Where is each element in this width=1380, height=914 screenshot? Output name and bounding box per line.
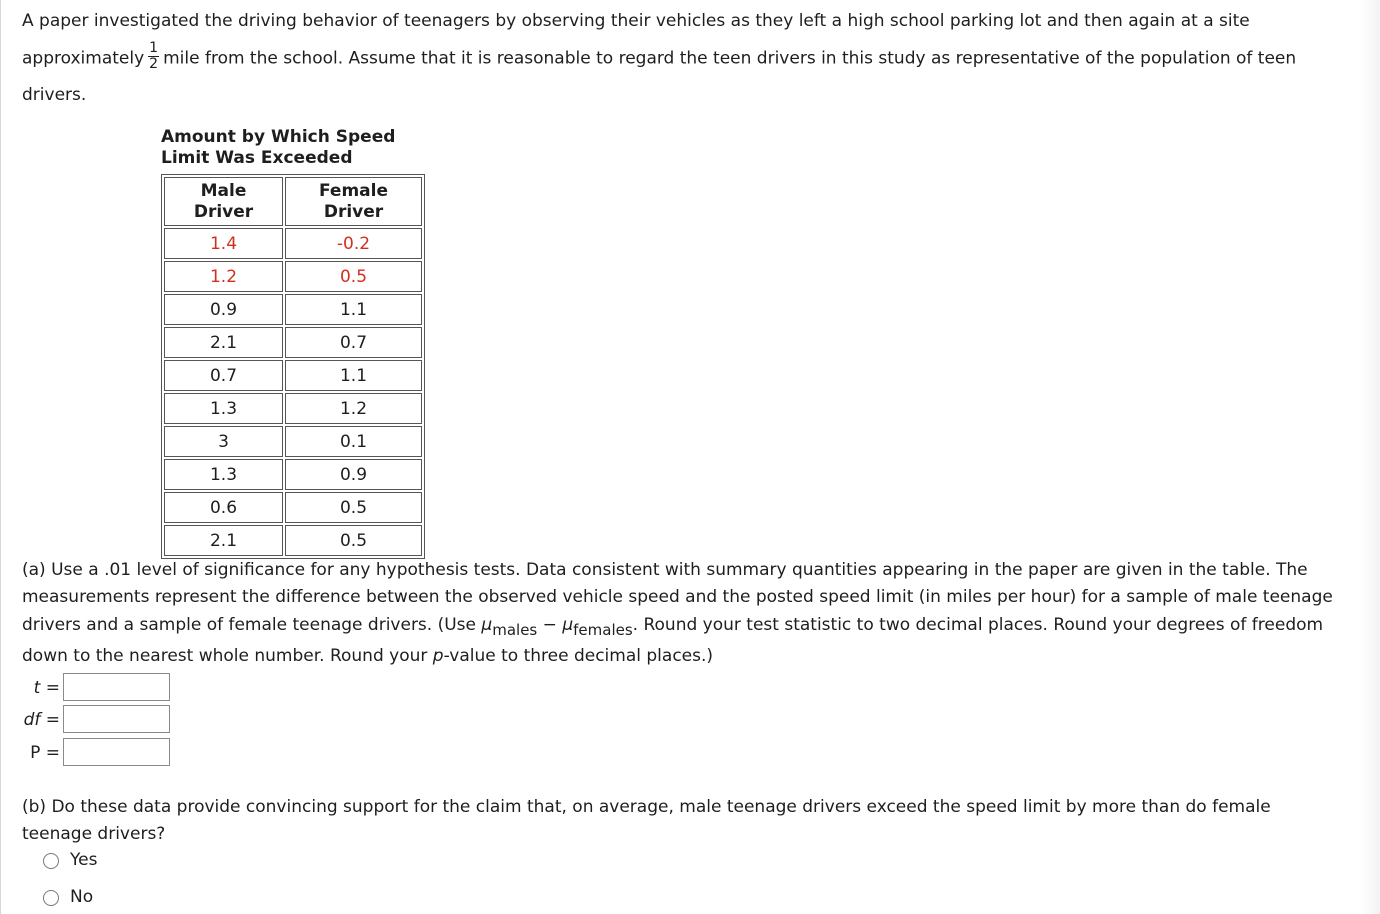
subscript-males: males	[492, 621, 538, 639]
p-label-var: P	[30, 743, 41, 763]
male-value-cell: 0.7	[164, 360, 283, 391]
female-value-cell: 1.1	[285, 294, 422, 325]
table-caption	[161, 127, 395, 169]
p-input[interactable]	[63, 738, 170, 766]
p-label	[20, 743, 60, 763]
table-row	[164, 360, 422, 391]
p-italic: p	[432, 646, 444, 666]
male-value-cell: 1.2	[164, 261, 283, 292]
intro-line-2	[22, 40, 1367, 74]
yes-label[interactable]: Yes	[70, 850, 98, 870]
table-row	[164, 228, 422, 259]
female-value-cell: 0.5	[285, 492, 422, 523]
df-input[interactable]	[63, 705, 170, 733]
part-a-line-4-prefix: down to the nearest whole number. Round your	[22, 646, 428, 666]
subscript-females: females	[573, 621, 633, 639]
part-a-line-1: (a) Use a .01 level of significance for any hypothesis tests. Data consistent with summary quantities appearing in the paper are given in the table. The	[22, 560, 1308, 580]
table-row	[164, 327, 422, 358]
part-b-line-2: teenage drivers?	[22, 824, 166, 844]
t-label-var: t	[33, 678, 41, 698]
yes-radio[interactable]	[43, 853, 59, 869]
part-a-line-3-prefix: drivers and a sample of female teenage drivers. (Use	[22, 615, 476, 635]
male-value-cell: 3	[164, 426, 283, 457]
no-radio[interactable]	[43, 890, 59, 906]
table-row	[164, 459, 422, 490]
intro-line-3: drivers.	[22, 85, 87, 105]
male-value-cell: 0.6	[164, 492, 283, 523]
table-row	[164, 393, 422, 424]
table-row	[164, 492, 422, 523]
minus-sign: −	[542, 615, 557, 635]
right-shadow	[1360, 0, 1380, 914]
intro-line-1: A paper investigated the driving behavior of teenagers by observing their vehicles as they left a high school parking lot and then again at a site	[22, 11, 1250, 31]
fraction-numerator: 1	[149, 40, 159, 56]
df-label-eq: =	[45, 710, 60, 730]
female-value-cell: 0.7	[285, 327, 422, 358]
female-value-cell: -0.2	[285, 228, 422, 259]
fraction-half	[148, 41, 159, 72]
table-body	[164, 228, 422, 556]
header-male-driver	[164, 177, 283, 226]
female-value-cell: 0.5	[285, 525, 422, 556]
p-label-eq: =	[45, 743, 60, 763]
header-female-line-2: Driver	[323, 201, 384, 222]
table-row	[164, 426, 422, 457]
header-female-line-1: Female	[319, 180, 388, 201]
header-male-line-1: Male	[200, 180, 247, 201]
t-input[interactable]	[63, 673, 170, 701]
male-value-cell: 1.3	[164, 393, 283, 424]
header-female-driver	[285, 177, 422, 226]
part-a-line-4	[22, 643, 1367, 670]
df-label	[20, 710, 60, 730]
female-value-cell: 1.2	[285, 393, 422, 424]
mu-symbol-males: μ	[481, 615, 493, 635]
female-value-cell: 0.5	[285, 261, 422, 292]
male-value-cell: 2.1	[164, 525, 283, 556]
table-row	[164, 294, 422, 325]
male-value-cell: 1.3	[164, 459, 283, 490]
part-a-line-2: measurements represent the difference between the observed vehicle speed and the posted speed limit (in miles per hour) for a sample of male teenage	[22, 587, 1333, 607]
fraction-denominator: 2	[149, 56, 159, 72]
part-a-line-3-suffix: . Round your test statistic to two decimal places. Round your degrees of freedom	[632, 615, 1324, 635]
speed-data-table	[161, 174, 425, 559]
table-header-row	[164, 177, 422, 226]
male-value-cell: 1.4	[164, 228, 283, 259]
intro-line-2-suffix: mile from the school. Assume that it is reasonable to regard the teen drivers in this study as representative of the population of teen	[163, 48, 1297, 69]
female-value-cell: 0.9	[285, 459, 422, 490]
part-a-line-4-suffix: -value to three decimal places.)	[443, 646, 714, 666]
table-row	[164, 525, 422, 556]
t-label-eq: =	[45, 678, 60, 698]
mu-symbol-females: μ	[562, 615, 574, 635]
table-caption-line-2: Limit Was Exceeded	[161, 148, 353, 168]
df-label-var: df	[23, 710, 41, 730]
male-value-cell: 0.9	[164, 294, 283, 325]
male-value-cell: 2.1	[164, 327, 283, 358]
header-male-line-2: Driver	[193, 201, 254, 222]
intro-line-2-prefix: approximately	[22, 48, 145, 69]
left-border	[0, 0, 1, 914]
t-label	[20, 678, 60, 698]
female-value-cell: 1.1	[285, 360, 422, 391]
no-label[interactable]: No	[70, 887, 94, 907]
table-caption-line-1: Amount by Which Speed	[161, 127, 396, 147]
part-b-line-1: (b) Do these data provide convincing support for the claim that, on average, male teenage drivers exceed the speed limit by more than do female	[22, 797, 1271, 817]
table-row	[164, 261, 422, 292]
female-value-cell: 0.1	[285, 426, 422, 457]
part-a-line-3	[22, 612, 1367, 639]
